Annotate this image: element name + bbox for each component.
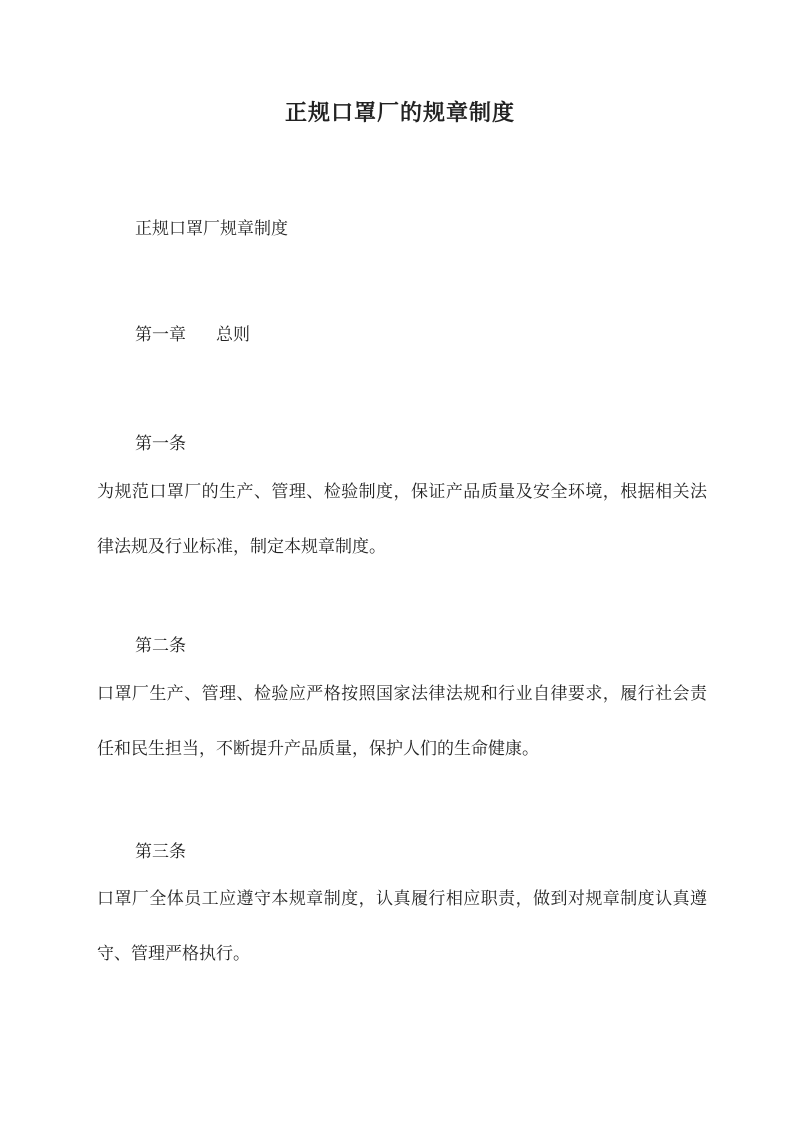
article-3-text: 口罩厂全体员工应遵守本规章制度，认真履行相应职责，做到对规章制度认真遵守、管理严格执行。 bbox=[97, 889, 707, 964]
article-2-label: 第二条 bbox=[135, 636, 186, 656]
article-3-label: 第三条 bbox=[135, 842, 186, 862]
article-2-text: 口罩厂生产、管理、检验应严格按照国家法律法规和行业自律要求，履行社会责任和民生担当，不断提升产品质量，保护人们的生命健康。 bbox=[97, 684, 707, 759]
chapter-heading bbox=[135, 323, 250, 347]
chapter-label: 第一章 bbox=[135, 325, 186, 345]
document-subtitle: 正规口罩厂规章制度 bbox=[135, 219, 288, 239]
article-1-text: 为规范口罩厂的生产、管理、检验制度，保证产品质量及安全环境，根据相关法律法规及行业标准，制定本规章制度。 bbox=[97, 482, 707, 557]
article-1-label: 第一条 bbox=[135, 434, 186, 454]
document-title: 正规口罩厂的规章制度 bbox=[284, 100, 515, 126]
chapter-name: 总则 bbox=[216, 325, 250, 345]
